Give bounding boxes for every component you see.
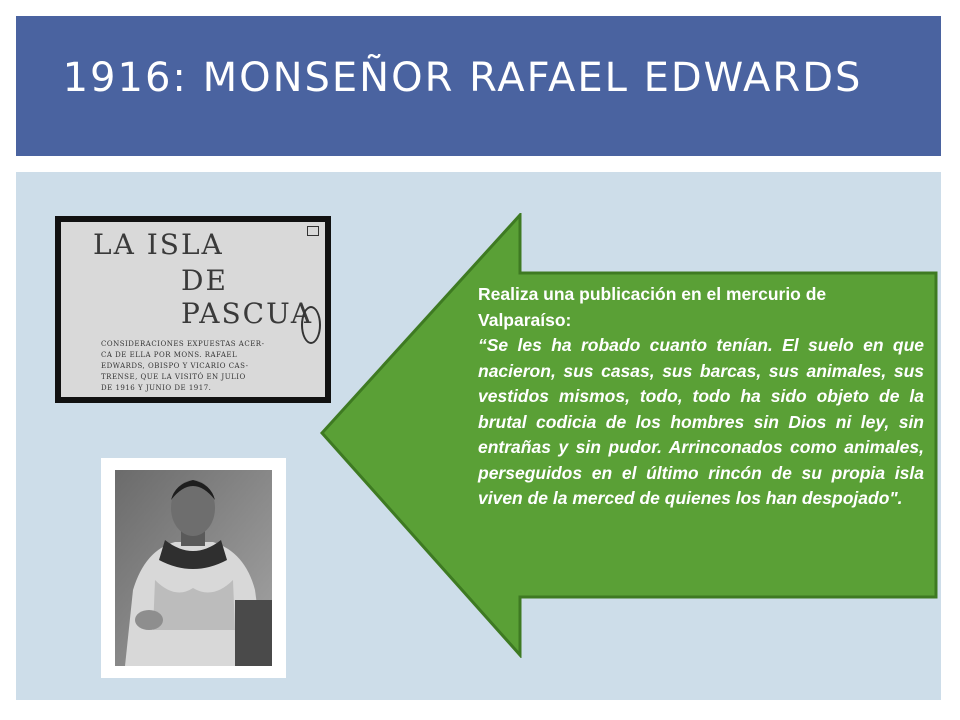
clipping-headline-line1: LA ISLA [93,228,224,261]
clipping-caption-line: DE 1916 Y JUNIO DE 1917. [101,384,212,392]
clipping-headline-line2: DE PASCUA [181,264,314,330]
clipping-tag [307,226,319,236]
callout-text [478,282,924,512]
clipping-caption-line: EDWARDS, OBISPO Y VICARIO CAS- [101,362,249,370]
portrait-illustration [115,470,272,666]
newspaper-clipping-paper [61,222,325,397]
clipping-caption-line: CA DE ELLA POR MONS. RAFAEL [101,351,238,359]
slide-title: 1916: MONSEÑOR RAFAEL EDWARDS [62,55,863,101]
clipping-caption-line: TRENSE, QUE LA VISITÓ EN JULIO [101,373,246,381]
callout-quote: “Se les ha robado cuanto tenían. El suelo en que nacieron, sus casas, sus barcas, sus animales, sus vestidos mismos, todo, todo ha sido objeto de la brutal codicia de los hombres sin Dios ni ley, sin entrañas y sin pudor. Arrinconados como animales, perseguidos en el último rincón de su propia isla viven de la merced de quienes los han despojado". [478,335,924,508]
portrait-photo-frame [101,458,286,678]
callout-intro: Realiza una publicación en el mercurio de Valparaíso: [478,284,827,330]
clipping-stamp [301,306,321,344]
portrait-photo [115,470,272,666]
clipping-caption-line: CONSIDERACIONES EXPUESTAS ACER- [101,340,265,348]
newspaper-clipping-image [55,216,331,403]
